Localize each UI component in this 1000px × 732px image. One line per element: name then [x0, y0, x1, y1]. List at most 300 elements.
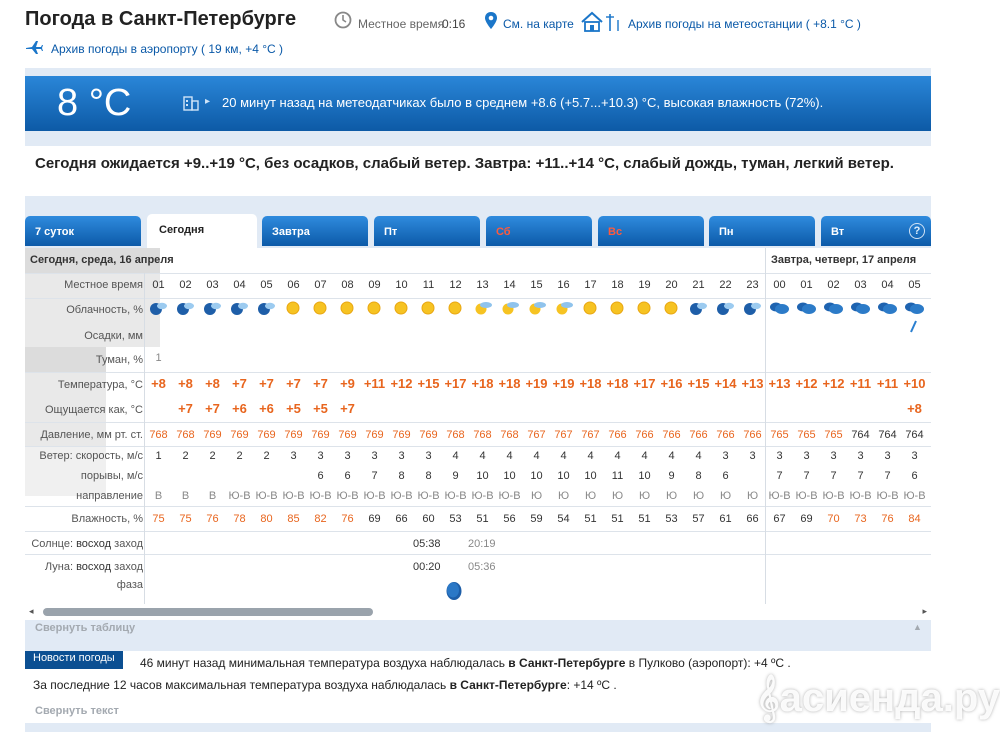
sun-icon: [660, 299, 682, 317]
arrow-right-icon: ▸: [205, 96, 211, 107]
pressure-cell: 764: [878, 429, 897, 441]
hour-cell: 06: [287, 279, 300, 291]
temperature-cell: +11: [849, 376, 872, 391]
clock-icon: [334, 11, 352, 29]
wind-direction-cell: Ю: [584, 490, 597, 502]
moon-phase-icon: [445, 581, 463, 601]
temperature-cell: +14: [714, 376, 737, 391]
tab-monday[interactable]: [709, 216, 815, 246]
wind-speed-cell: 4: [587, 450, 594, 462]
wind-direction-cell: Ю-В: [363, 490, 386, 502]
wind-direction-cell: Ю: [611, 490, 624, 502]
row-divider: [25, 531, 931, 532]
wind-gust-cell: 9: [452, 470, 459, 482]
humidity-cell: 76: [881, 513, 894, 525]
sun-icon: [633, 299, 655, 317]
humidity-cell: 69: [368, 513, 381, 525]
tab-label: Вт: [831, 226, 845, 238]
wind-direction-cell: Ю-В: [849, 490, 872, 502]
hour-cell: 00: [773, 279, 786, 291]
tab-7-days[interactable]: [25, 216, 141, 246]
pressure-cell: 769: [338, 429, 357, 441]
collapse-text-link[interactable]: Свернуть текст: [35, 705, 119, 717]
sun-icon: [417, 299, 439, 317]
wind-gust-cell: 9: [668, 470, 675, 482]
hour-cell: 21: [692, 279, 705, 291]
temperature-cell: +11: [363, 376, 386, 391]
page-title: Погода в Санкт-Петербурге: [25, 8, 297, 30]
row-divider: [25, 273, 931, 274]
pressure-cell: 767: [527, 429, 546, 441]
humidity-cell: 66: [746, 513, 759, 525]
hour-cell: 18: [611, 279, 624, 291]
row-label-pressure: Давление, мм рт. ст.: [40, 429, 143, 441]
hour-cell: 02: [179, 279, 192, 291]
humidity-cell: 51: [611, 513, 624, 525]
temperature-cell: +7: [313, 376, 328, 391]
pressure-cell: 766: [608, 429, 627, 441]
wind-speed-cell: 4: [695, 450, 702, 462]
pressure-cell: 766: [716, 429, 735, 441]
wind-direction-cell: Ю-В: [444, 490, 467, 502]
row-label-feels: Ощущается как, °С: [44, 404, 143, 416]
humidity-cell: 85: [287, 513, 300, 525]
sun-icon: [363, 299, 385, 317]
row-divider: [25, 554, 931, 555]
row-label-wind: Ветер: скорость, м/с: [39, 450, 143, 462]
wind-gust-cell: 6: [317, 470, 324, 482]
wind-speed-cell: 3: [722, 450, 729, 462]
hour-cell: 05: [260, 279, 273, 291]
pressure-cell: 764: [905, 429, 924, 441]
humidity-cell: 75: [152, 513, 165, 525]
scroll-left-icon[interactable]: ◂: [29, 606, 34, 616]
wind-speed-cell: 3: [857, 450, 864, 462]
pressure-cell: 769: [284, 429, 303, 441]
feels-like-cell: +7: [340, 401, 355, 416]
pressure-cell: 766: [743, 429, 762, 441]
tab-tuesday[interactable]: [821, 216, 931, 246]
sunset-label: заход: [114, 538, 143, 550]
wind-gust-cell: 6: [722, 470, 729, 482]
tab-label: Сб: [496, 226, 511, 238]
wind-speed-cell: 3: [290, 450, 297, 462]
wind-gust-cell: 6: [911, 470, 918, 482]
news-line-2-city: в Санкт-Петербурге: [449, 678, 567, 692]
pressure-cell: 766: [689, 429, 708, 441]
row-label-precip: Осадки, мм: [84, 330, 143, 342]
row-label-phase: фаза: [116, 579, 143, 591]
humidity-cell: 59: [530, 513, 543, 525]
hour-cell: 05: [908, 279, 921, 291]
wind-direction-cell: Ю-В: [498, 490, 521, 502]
feels-like-cell: +7: [205, 401, 220, 416]
sunrise-time: 05:38: [413, 538, 441, 550]
current-weather-text: 20 минут назад на метеодатчиках было в среднем +8.6 (+5.7...+10.3) °C, высокая влажность (72%).: [222, 95, 824, 110]
tab-label: 7 суток: [35, 226, 75, 238]
humidity-cell: 54: [557, 513, 570, 525]
wind-direction-cell: Ю: [719, 490, 732, 502]
sun-icon: [336, 299, 358, 317]
row-label-sun: [25, 538, 143, 550]
temperature-cell: +13: [768, 376, 791, 391]
humidity-cell: 73: [854, 513, 867, 525]
wind-gust-cell: 10: [638, 470, 651, 482]
wind-direction-cell: Ю-В: [390, 490, 413, 502]
temperature-cell: +19: [552, 376, 575, 391]
temperature-cell: +12: [822, 376, 845, 391]
local-time-label: Местное время: [358, 17, 445, 31]
wind-gust-cell: 7: [803, 470, 810, 482]
pressure-cell: 768: [149, 429, 168, 441]
wind-direction-cell: Ю-В: [822, 490, 845, 502]
moon-cloud-icon: [687, 299, 709, 317]
wind-direction-cell: Ю-В: [282, 490, 305, 502]
row-label-humidity: Влажность, %: [71, 513, 143, 525]
wind-direction-cell: Ю-В: [255, 490, 278, 502]
sun-icon: [606, 299, 628, 317]
humidity-cell: 66: [395, 513, 408, 525]
wind-speed-cell: 3: [317, 450, 324, 462]
wind-speed-cell: 3: [830, 450, 837, 462]
wind-speed-cell: 4: [668, 450, 675, 462]
wind-gust-cell: 8: [425, 470, 432, 482]
humidity-cell: 82: [314, 513, 327, 525]
humidity-cell: 80: [260, 513, 273, 525]
forecast-summary-text: Сегодня ожидается +9..+19 °C, без осадков, слабый ветер. Завтра: +11..+14 °C, слабый дождь, туман, легкий ветер.: [35, 155, 894, 172]
temperature-cell: +11: [876, 376, 899, 391]
pressure-cell: 767: [581, 429, 600, 441]
tab-label: Пн: [719, 226, 734, 238]
current-temperature: 8 °C: [57, 82, 132, 124]
wind-speed-cell: 4: [506, 450, 513, 462]
tab-tomorrow[interactable]: [262, 216, 368, 246]
sun-cloud-icon: [498, 299, 520, 317]
humidity-cell: 76: [341, 513, 354, 525]
wind-speed-cell: 3: [911, 450, 918, 462]
cloud-icon: [822, 299, 844, 317]
airport-archive-link[interactable]: Архив погоды в аэропорту ( 19 км, +4 °C ): [51, 42, 284, 56]
moon-cloud-icon: [147, 299, 169, 317]
wind-speed-cell: 3: [803, 450, 810, 462]
pressure-cell: 764: [851, 429, 870, 441]
hour-cell: 11: [422, 279, 435, 291]
pressure-cell: 768: [473, 429, 492, 441]
wind-speed-cell: 2: [209, 450, 216, 462]
temperature-cell: +7: [232, 376, 247, 391]
moon-label: Луна:: [44, 561, 74, 573]
tab-today[interactable]: [147, 214, 257, 248]
moonset-time: 05:36: [468, 561, 496, 573]
hour-cell: 04: [233, 279, 246, 291]
wind-direction-cell: Ю-В: [768, 490, 791, 502]
wind-speed-cell: 3: [425, 450, 432, 462]
scrollbar-thumb[interactable]: [43, 608, 373, 616]
wind-direction-cell: Ю: [530, 490, 543, 502]
pressure-cell: 769: [257, 429, 276, 441]
cloud-icon: [768, 299, 790, 317]
humidity-cell: 69: [800, 513, 813, 525]
pressure-cell: 769: [419, 429, 438, 441]
hour-cell: 19: [638, 279, 651, 291]
news-line-2-value: : +14 ºC .: [566, 678, 617, 692]
moonrise-label: восход: [76, 561, 112, 573]
humidity-cell: 75: [179, 513, 192, 525]
humidity-cell: 51: [638, 513, 651, 525]
wind-speed-cell: 4: [452, 450, 459, 462]
hour-cell: 23: [746, 279, 759, 291]
wind-speed-cell: 3: [776, 450, 783, 462]
wind-gust-cell: 7: [830, 470, 837, 482]
row-label-cloud: Облачность, %: [66, 304, 143, 316]
wind-speed-cell: 4: [614, 450, 621, 462]
humidity-cell: 61: [719, 513, 732, 525]
pressure-cell: 768: [446, 429, 465, 441]
row-label-temp: Температура, °С: [57, 379, 143, 391]
temperature-cell: +13: [741, 376, 764, 391]
hour-cell: 03: [854, 279, 867, 291]
wind-speed-cell: 3: [371, 450, 378, 462]
sun-cloud-icon: [471, 299, 493, 317]
hour-cell: 01: [800, 279, 813, 291]
pressure-cell: 765: [770, 429, 789, 441]
hour-cell: 17: [584, 279, 597, 291]
wind-direction-cell: Ю-В: [417, 490, 440, 502]
wind-direction-cell: Ю: [638, 490, 651, 502]
row-divider: [25, 422, 931, 423]
scroll-right-icon[interactable]: ▸: [922, 606, 927, 616]
moon-cloud-icon: [201, 299, 223, 317]
sun-icon: [309, 299, 331, 317]
hour-cell: 09: [368, 279, 381, 291]
wind-direction-cell: Ю: [746, 490, 759, 502]
feels-like-cell: +5: [286, 401, 301, 416]
sun-icon: [282, 299, 304, 317]
wind-speed-cell: 3: [749, 450, 756, 462]
news-tag: Новости погоды: [25, 651, 123, 669]
pressure-cell: 765: [797, 429, 816, 441]
temperature-cell: +15: [417, 376, 440, 391]
moon-cloud-icon: [741, 299, 763, 317]
wind-direction-cell: Ю-В: [876, 490, 899, 502]
wind-speed-cell: 1: [155, 450, 162, 462]
hour-cell: 15: [530, 279, 543, 291]
wind-gust-cell: 11: [611, 470, 624, 482]
wind-direction-cell: В: [154, 490, 163, 502]
pressure-cell: 769: [392, 429, 411, 441]
temperature-cell: +17: [633, 376, 656, 391]
wind-direction-cell: Ю-В: [903, 490, 926, 502]
tab-label: Вс: [608, 226, 623, 238]
wind-speed-cell: 2: [236, 450, 243, 462]
sun-label: Солнце:: [31, 538, 74, 550]
cloud-icon: [903, 299, 925, 317]
row-divider: [25, 372, 931, 373]
map-pin-icon: [484, 11, 498, 30]
sun-cloud-icon: [552, 299, 574, 317]
tab-sunday[interactable]: [598, 216, 704, 246]
hour-cell: 20: [665, 279, 678, 291]
wind-gust-cell: 8: [398, 470, 405, 482]
forecast-table: [25, 248, 931, 620]
tab-label: Сегодня: [159, 224, 205, 236]
collapse-table-link[interactable]: Свернуть таблицу: [35, 622, 136, 634]
hour-cell: 16: [557, 279, 570, 291]
pressure-cell: 765: [824, 429, 843, 441]
wind-speed-cell: 3: [884, 450, 891, 462]
temperature-cell: +15: [687, 376, 710, 391]
wind-direction-cell: Ю-В: [228, 490, 251, 502]
wind-gust-cell: 10: [584, 470, 597, 482]
hour-cell: 01: [152, 279, 165, 291]
news-line-2: [33, 678, 617, 692]
pressure-cell: 768: [500, 429, 519, 441]
table-horizontal-scrollbar[interactable]: [25, 604, 931, 618]
moon-cloud-icon: [228, 299, 250, 317]
feels-like-cell: +6: [232, 401, 247, 416]
hour-cell: 04: [881, 279, 894, 291]
help-icon[interactable]: ?: [909, 223, 925, 239]
temperature-cell: +7: [286, 376, 301, 391]
tab-label: Завтра: [272, 226, 310, 238]
fog-value: 1: [155, 352, 162, 364]
sunrise-label: восход: [76, 538, 112, 550]
humidity-cell: 78: [233, 513, 246, 525]
wind-direction-cell: В: [181, 490, 190, 502]
temperature-cell: +12: [390, 376, 413, 391]
tab-label: Пт: [384, 226, 398, 238]
wind-speed-cell: 3: [344, 450, 351, 462]
local-time: 0:16: [442, 17, 466, 31]
humidity-cell: 60: [422, 513, 435, 525]
hour-cell: 07: [314, 279, 327, 291]
humidity-cell: 57: [692, 513, 705, 525]
cloud-icon: [876, 299, 898, 317]
wind-speed-cell: 2: [182, 450, 189, 462]
moon-cloud-icon: [714, 299, 736, 317]
wind-speed-cell: 3: [398, 450, 405, 462]
news-line-2-text: За последние 12 часов максимальная температура воздуха наблюдалась: [33, 678, 447, 692]
wind-speed-cell: 4: [641, 450, 648, 462]
map-link[interactable]: См. на карте: [503, 17, 574, 31]
tab-friday[interactable]: [374, 216, 480, 246]
wind-direction-cell: Ю-В: [471, 490, 494, 502]
feels-like-cell: +8: [907, 401, 922, 416]
station-archive-link[interactable]: Архив погоды на метеостанции ( +8.1 °C ): [628, 17, 861, 31]
pressure-cell: 769: [230, 429, 249, 441]
rain-drop-icon: [908, 320, 920, 334]
day-header-tomorrow: Завтра, четверг, 17 апреля: [771, 254, 917, 266]
temperature-cell: +18: [471, 376, 494, 391]
hour-cell: 12: [449, 279, 462, 291]
cloud-icon: [795, 299, 817, 317]
cloud-icon: [849, 299, 871, 317]
temperature-cell: +17: [444, 376, 467, 391]
row-label-fog: Туман, %: [95, 354, 143, 366]
wind-direction-cell: Ю: [557, 490, 570, 502]
wind-speed-cell: 4: [533, 450, 540, 462]
feels-like-cell: +6: [259, 401, 274, 416]
humidity-cell: 53: [665, 513, 678, 525]
feels-like-cell: +5: [313, 401, 328, 416]
row-divider: [25, 446, 931, 447]
news-line-1-value: в Пулково (аэропорт): +4 ºC .: [628, 656, 791, 670]
row-divider: [25, 506, 931, 507]
wind-direction-cell: Ю-В: [309, 490, 332, 502]
hour-cell: 10: [395, 279, 408, 291]
wind-gust-cell: 10: [476, 470, 489, 482]
collapse-up-icon[interactable]: ▲: [913, 622, 922, 632]
sun-icon: [390, 299, 412, 317]
watermark-text: асиенда.ру: [779, 676, 1000, 720]
tab-saturday[interactable]: [486, 216, 592, 246]
temperature-cell: +18: [498, 376, 521, 391]
forecast-tabs: [25, 214, 931, 248]
wind-gust-cell: 7: [884, 470, 891, 482]
moon-cloud-icon: [255, 299, 277, 317]
humidity-cell: 84: [908, 513, 921, 525]
pressure-cell: 766: [662, 429, 681, 441]
row-label-moon: [25, 561, 143, 573]
temperature-cell: +8: [178, 376, 193, 391]
wind-direction-cell: Ю: [692, 490, 705, 502]
hour-cell: 13: [476, 279, 489, 291]
pressure-cell: 769: [203, 429, 222, 441]
wind-gust-cell: 10: [530, 470, 543, 482]
temperature-cell: +18: [579, 376, 602, 391]
sun-icon: [444, 299, 466, 317]
moonset-label: заход: [114, 561, 143, 573]
airplane-icon: [25, 39, 43, 55]
temperature-cell: +12: [795, 376, 818, 391]
temperature-cell: +8: [151, 376, 166, 391]
humidity-cell: 70: [827, 513, 840, 525]
moon-cloud-icon: [174, 299, 196, 317]
wind-speed-cell: 4: [479, 450, 486, 462]
humidity-cell: 67: [773, 513, 786, 525]
humidity-cell: 51: [476, 513, 489, 525]
wind-gust-cell: 10: [557, 470, 570, 482]
temperature-cell: +10: [903, 376, 926, 391]
building-icon: [183, 94, 199, 111]
pressure-cell: 769: [365, 429, 384, 441]
temperature-cell: +18: [606, 376, 629, 391]
pressure-cell: 769: [311, 429, 330, 441]
wind-direction-cell: Ю-В: [336, 490, 359, 502]
humidity-cell: 53: [449, 513, 462, 525]
sun-icon: [579, 299, 601, 317]
wind-direction-cell: Ю: [665, 490, 678, 502]
watermark: 𝄞асиенда.ру: [756, 676, 1000, 720]
hour-cell: 14: [503, 279, 516, 291]
wind-gust-cell: 7: [371, 470, 378, 482]
wind-gust-cell: 7: [857, 470, 864, 482]
pressure-cell: 767: [554, 429, 573, 441]
wind-gust-cell: 10: [503, 470, 516, 482]
wind-speed-cell: 2: [263, 450, 270, 462]
moonrise-time: 00:20: [413, 561, 441, 573]
hour-cell: 08: [341, 279, 354, 291]
day-divider: [765, 248, 766, 606]
news-line-1-text: 46 минут назад минимальная температура воздуха наблюдалась: [140, 656, 505, 670]
hour-cell: 22: [719, 279, 732, 291]
row-label-gust: порывы, м/с: [80, 470, 143, 482]
row-label-direction: направление: [76, 490, 143, 502]
pressure-cell: 766: [635, 429, 654, 441]
temperature-cell: +7: [259, 376, 274, 391]
temperature-cell: +16: [660, 376, 683, 391]
wind-gust-cell: 6: [344, 470, 351, 482]
